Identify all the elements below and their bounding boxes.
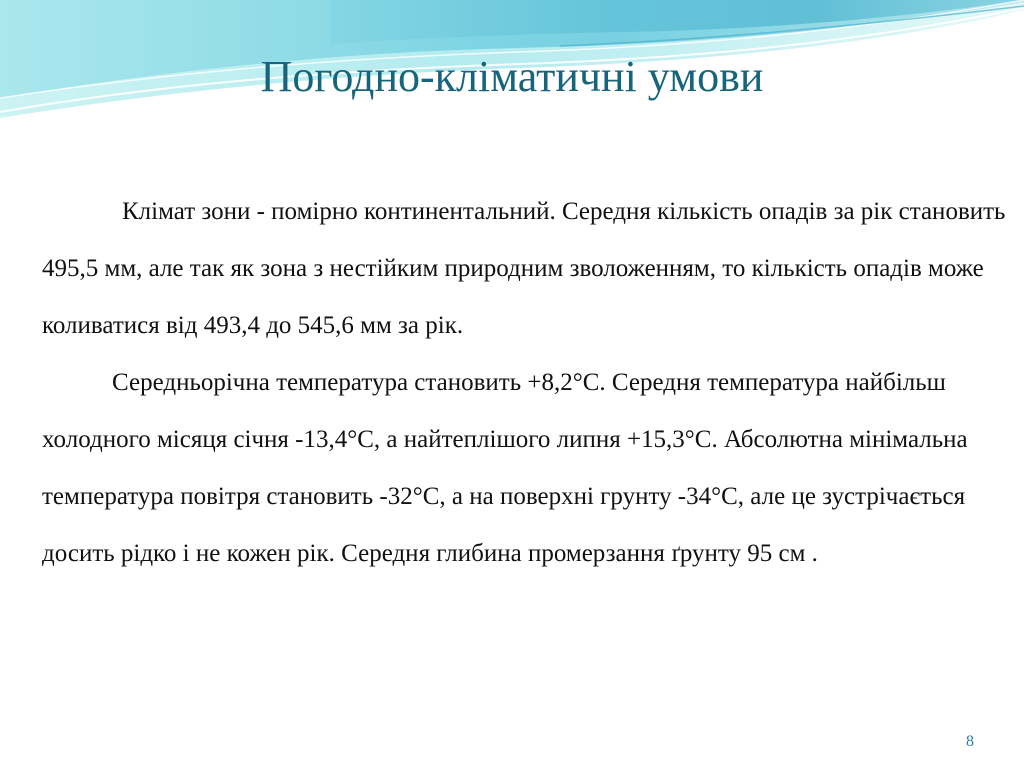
slide-title: Погодно-кліматичні умови [260, 52, 764, 101]
paragraph-climate: Клімат зони - помірно континентальний. Середня кількість опадів за рік становить 495,5 мм, але так як зона з нестійким природним зволоженням, то кількість опадів може коливатися від 493,4 до 545,6 мм за рік. [42, 198, 1006, 339]
page-number: 8 [966, 733, 974, 750]
paragraph-temperature: Середньорічна температура становить +8,2°С. Середня температура найбільш холодного місяця січня -13,4°С, а найтеплішого липня +15,3°С. Абсолютна мінімальна температура повітря становить -32°С, а на поверхні грунту -34°С, але це зустрічається досить рідко і не кожен рік. Середня глибина промерзання ґрунту 95 см . [42, 369, 968, 567]
slide-body [42, 183, 1017, 582]
